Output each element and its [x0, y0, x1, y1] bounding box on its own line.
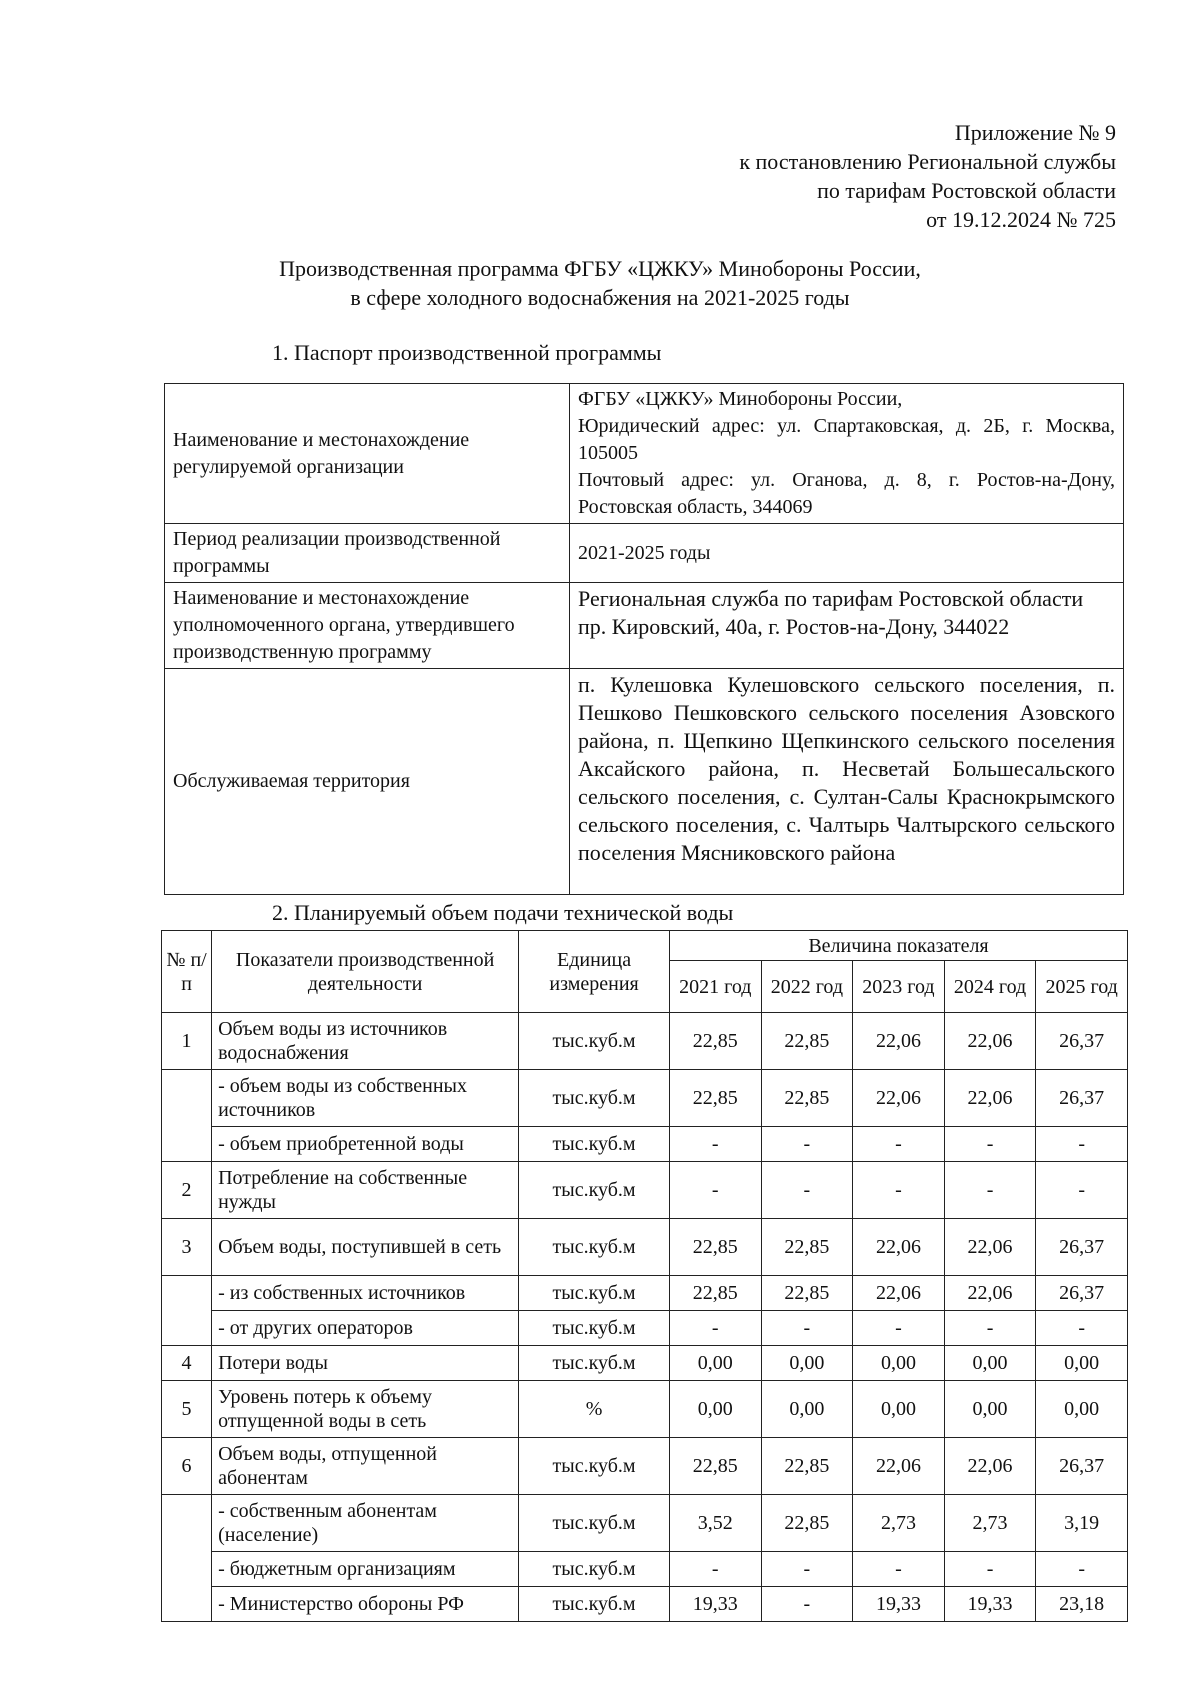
cell-value: 22,06 — [853, 1276, 945, 1311]
table-row — [162, 1587, 1128, 1622]
cell-num — [162, 1276, 212, 1346]
table-row — [165, 583, 1124, 669]
cell-value: 22,06 — [853, 1013, 945, 1070]
cell-value: 22,85 — [761, 1438, 853, 1495]
cell-value: 0,00 — [761, 1381, 853, 1438]
cell-value: 22,85 — [669, 1276, 761, 1311]
cell-indicator: Объем воды, отпущенной абонентам — [212, 1438, 519, 1495]
cell-unit: тыс.куб.м — [519, 1311, 670, 1346]
cell-unit: тыс.куб.м — [519, 1346, 670, 1381]
cell-num — [162, 1495, 212, 1622]
header-year: 2023 год — [853, 961, 945, 1013]
cell-value: 22,85 — [669, 1219, 761, 1276]
cell-value: 22,85 — [761, 1276, 853, 1311]
table-row — [162, 1552, 1128, 1587]
table-row — [162, 1219, 1128, 1276]
cell-indicator: Объем воды, поступившей в сеть — [212, 1219, 519, 1276]
cell-unit: тыс.куб.м — [519, 1070, 670, 1127]
cell-indicator: - Министерство обороны РФ — [212, 1587, 519, 1622]
cell-num: 3 — [162, 1219, 212, 1276]
cell-value: - — [1036, 1162, 1128, 1219]
cell-value: 22,06 — [944, 1219, 1036, 1276]
title-line: в сфере холодного водоснабжения на 2021-2025 годы — [350, 285, 850, 310]
cell-unit: тыс.куб.м — [519, 1013, 670, 1070]
cell-value: - — [669, 1552, 761, 1587]
cell-value: - — [944, 1552, 1036, 1587]
appendix-line: по тарифам Ростовской области — [817, 178, 1116, 203]
cell-value: - — [761, 1552, 853, 1587]
cell-indicator: - бюджетным организациям — [212, 1552, 519, 1587]
cell-unit: тыс.куб.м — [519, 1587, 670, 1622]
cell-value: - — [853, 1552, 945, 1587]
cell-unit: % — [519, 1381, 670, 1438]
appendix-line: от 19.12.2024 № 725 — [926, 207, 1116, 232]
passport-table — [164, 383, 1124, 895]
cell-value: - — [1036, 1127, 1128, 1162]
cell-value: 22,85 — [761, 1013, 853, 1070]
table-row — [162, 1276, 1128, 1311]
cell-value: - — [761, 1311, 853, 1346]
table-cell-label: Наименование и местонахождение регулируемой организации — [165, 384, 570, 524]
table-header-row — [162, 931, 1128, 961]
header-unit: Единица измерения — [519, 931, 670, 1013]
title-line: Производственная программа ФГБУ «ЦЖКУ» Минобороны России, — [279, 256, 921, 281]
cell-value: 22,85 — [669, 1070, 761, 1127]
cell-value: 22,06 — [944, 1438, 1036, 1495]
cell-value: 26,37 — [1036, 1070, 1128, 1127]
cell-value: 22,06 — [853, 1438, 945, 1495]
cell-value: 0,00 — [669, 1381, 761, 1438]
table-row — [162, 1070, 1128, 1127]
header-year: 2025 год — [1036, 961, 1128, 1013]
cell-value: 22,06 — [944, 1276, 1036, 1311]
appendix-line: Приложение № 9 — [954, 120, 1116, 145]
cell-value: - — [761, 1587, 853, 1622]
header-num: № п/п — [162, 931, 212, 1013]
cell-value: 0,00 — [1036, 1381, 1128, 1438]
cell-unit: тыс.куб.м — [519, 1438, 670, 1495]
cell-value: 19,33 — [944, 1587, 1036, 1622]
table-row — [162, 1127, 1128, 1162]
cell-num: 5 — [162, 1381, 212, 1438]
cell-indicator: - из собственных источников — [212, 1276, 519, 1311]
cell-value: 0,00 — [761, 1346, 853, 1381]
value-line: 2021-2025 годы — [578, 541, 711, 564]
cell-num: 2 — [162, 1162, 212, 1219]
cell-value: 22,06 — [944, 1013, 1036, 1070]
section-2-heading: 2. Планируемый объем подачи технической воды — [272, 900, 734, 925]
water-volume-table — [161, 930, 1128, 1622]
cell-value: 22,85 — [669, 1438, 761, 1495]
cell-value: 26,37 — [1036, 1438, 1128, 1495]
value-line: ФГБУ «ЦЖКУ» Минобороны России, — [578, 388, 903, 410]
table-row — [162, 1311, 1128, 1346]
header-year: 2021 год — [669, 961, 761, 1013]
value-line: Региональная служба по тарифам Ростовской области — [578, 586, 1084, 611]
cell-value: - — [944, 1127, 1036, 1162]
table-cell-label: Обслуживаемая территория — [165, 669, 570, 895]
cell-value: - — [669, 1162, 761, 1219]
cell-value: 22,85 — [761, 1495, 853, 1552]
table-cell-value — [570, 524, 1124, 583]
cell-indicator: - собственным абонентам (население) — [212, 1495, 519, 1552]
header-year: 2022 год — [761, 961, 853, 1013]
table-row — [165, 384, 1124, 524]
value-line: Юридический адрес: ул. Спартаковская, д. 2Б, г. Москва, 105005 — [578, 415, 1115, 464]
table-cell-value — [570, 669, 1124, 895]
cell-indicator: Потери воды — [212, 1346, 519, 1381]
cell-num: 4 — [162, 1346, 212, 1381]
cell-value: - — [669, 1311, 761, 1346]
header-group: Величина показателя — [669, 931, 1127, 961]
table-row — [162, 1438, 1128, 1495]
cell-value: 22,06 — [944, 1070, 1036, 1127]
table-cell-label: Период реализации производственной программы — [165, 524, 570, 583]
table-row — [162, 1013, 1128, 1070]
cell-unit: тыс.куб.м — [519, 1127, 670, 1162]
cell-value: 23,18 — [1036, 1587, 1128, 1622]
table-row — [165, 669, 1124, 895]
cell-indicator: Уровень потерь к объему отпущенной воды в сеть — [212, 1381, 519, 1438]
cell-value: 19,33 — [669, 1587, 761, 1622]
cell-value: 3,52 — [669, 1495, 761, 1552]
cell-unit: тыс.куб.м — [519, 1552, 670, 1587]
header-indicator: Показатели производственной деятельности — [212, 931, 519, 1013]
cell-indicator: - от других операторов — [212, 1311, 519, 1346]
cell-value: 22,85 — [669, 1013, 761, 1070]
cell-unit: тыс.куб.м — [519, 1162, 670, 1219]
section-1-heading: 1. Паспорт производственной программы — [272, 340, 662, 365]
cell-value: 2,73 — [853, 1495, 945, 1552]
cell-unit: тыс.куб.м — [519, 1276, 670, 1311]
cell-value: 26,37 — [1036, 1219, 1128, 1276]
cell-value: - — [944, 1311, 1036, 1346]
cell-value: - — [853, 1127, 945, 1162]
cell-value: 22,85 — [761, 1219, 853, 1276]
cell-num: 1 — [162, 1013, 212, 1070]
appendix-line: к постановлению Региональной службы — [739, 149, 1116, 174]
cell-value: 2,73 — [944, 1495, 1036, 1552]
cell-value: 26,37 — [1036, 1276, 1128, 1311]
cell-value: 22,06 — [853, 1070, 945, 1127]
table-row — [165, 524, 1124, 583]
document-title — [150, 254, 1050, 312]
cell-value: 0,00 — [853, 1346, 945, 1381]
table-cell-value — [570, 583, 1124, 669]
table-row — [162, 1495, 1128, 1552]
cell-value: - — [853, 1311, 945, 1346]
value-line: п. Кулешовка Кулешовского сельского поселения, п. Пешково Пешковского сельского поселения Азовского района, п. Щепкино Щепкинского сельского поселения Аксайского района, п. Несветай Большесальского сельского поселения, с. Султан-Салы Краснокрымского сельского поселения, с. Чалтырь Чалтырского сельского поселения Мясниковского района — [578, 672, 1115, 865]
cell-num — [162, 1070, 212, 1162]
cell-unit: тыс.куб.м — [519, 1219, 670, 1276]
table-cell-label: Наименование и местонахождение уполномоченного органа, утвердившего производственную программу — [165, 583, 570, 669]
cell-value: - — [761, 1162, 853, 1219]
cell-value: 0,00 — [669, 1346, 761, 1381]
cell-value: 19,33 — [853, 1587, 945, 1622]
cell-indicator: Потребление на собственные нужды — [212, 1162, 519, 1219]
cell-indicator: - объем приобретенной воды — [212, 1127, 519, 1162]
table-row — [162, 1346, 1128, 1381]
cell-value: 0,00 — [853, 1381, 945, 1438]
cell-value: - — [761, 1127, 853, 1162]
header-year: 2024 год — [944, 961, 1036, 1013]
cell-value: - — [944, 1162, 1036, 1219]
cell-value: 22,85 — [761, 1070, 853, 1127]
cell-value: 0,00 — [944, 1346, 1036, 1381]
appendix-block — [739, 118, 1116, 234]
cell-value: 0,00 — [1036, 1346, 1128, 1381]
cell-value: 22,06 — [853, 1219, 945, 1276]
value-line: Почтовый адрес: ул. Оганова, д. 8, г. Ростов-на-Дону, Ростовская область, 344069 — [578, 469, 1115, 518]
cell-value: - — [1036, 1311, 1128, 1346]
cell-value: - — [669, 1127, 761, 1162]
cell-value: - — [853, 1162, 945, 1219]
value-line: пр. Кировский, 40а, г. Ростов-на-Дону, 344022 — [578, 614, 1010, 639]
cell-unit: тыс.куб.м — [519, 1495, 670, 1552]
cell-value: 0,00 — [944, 1381, 1036, 1438]
cell-num: 6 — [162, 1438, 212, 1495]
cell-indicator: - объем воды из собственных источников — [212, 1070, 519, 1127]
cell-value: 3,19 — [1036, 1495, 1128, 1552]
table-cell-value — [570, 384, 1124, 524]
table-row — [162, 1381, 1128, 1438]
table-row — [162, 1162, 1128, 1219]
cell-indicator: Объем воды из источников водоснабжения — [212, 1013, 519, 1070]
cell-value: - — [1036, 1552, 1128, 1587]
cell-value: 26,37 — [1036, 1013, 1128, 1070]
